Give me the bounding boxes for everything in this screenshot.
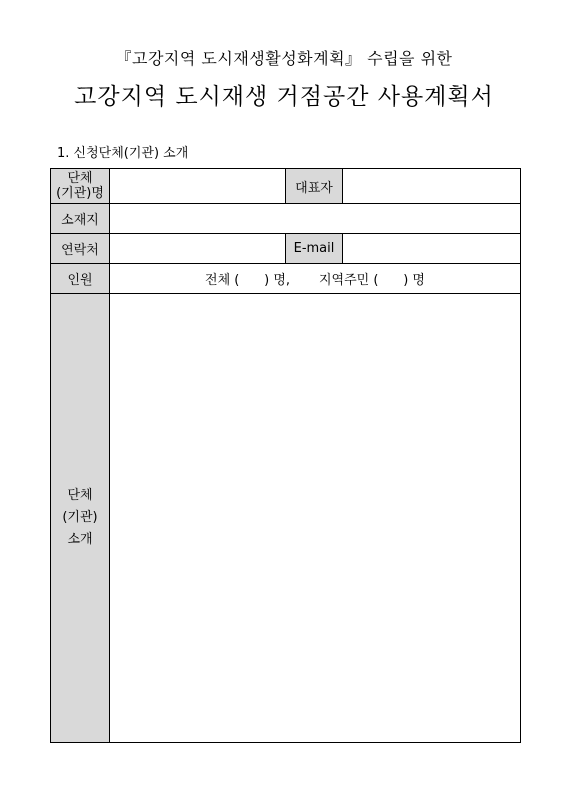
members-label: 인원 bbox=[51, 264, 110, 294]
representative-field[interactable] bbox=[343, 169, 521, 204]
intro-row bbox=[51, 294, 521, 743]
org-name-label bbox=[51, 169, 110, 204]
email-field[interactable] bbox=[343, 234, 521, 264]
contact-field[interactable] bbox=[110, 234, 286, 264]
intro-label-line-2: (기관) bbox=[62, 510, 98, 525]
application-form-table bbox=[50, 168, 521, 743]
org-name-field[interactable] bbox=[110, 169, 286, 204]
contact-row bbox=[51, 234, 521, 264]
org-name-row bbox=[51, 169, 521, 204]
org-name-label-line-2: (기관)명 bbox=[56, 186, 104, 201]
intro-label-line-1: 단체 bbox=[67, 488, 93, 503]
intro-label-line-3: 소개 bbox=[67, 532, 93, 547]
document-subtitle: 『고강지역 도시재생활성화계획』 수립을 위한 bbox=[115, 49, 453, 68]
intro-field[interactable] bbox=[110, 294, 521, 743]
members-field[interactable]: 전체 ( ) 명, 지역주민 ( ) 명 bbox=[110, 264, 521, 294]
members-row bbox=[51, 264, 521, 294]
contact-label: 연락처 bbox=[51, 234, 110, 264]
org-name-label-line-1: 단체 bbox=[67, 171, 93, 186]
address-field[interactable] bbox=[110, 204, 521, 234]
section-heading: 1. 신청단체(기관) 소개 bbox=[57, 146, 189, 161]
intro-label bbox=[51, 294, 110, 743]
address-row bbox=[51, 204, 521, 234]
email-label: E-mail bbox=[286, 234, 343, 264]
address-label: 소재지 bbox=[51, 204, 110, 234]
representative-label: 대표자 bbox=[286, 169, 343, 204]
document-title: 고강지역 도시재생 거점공간 사용계획서 bbox=[74, 84, 494, 110]
